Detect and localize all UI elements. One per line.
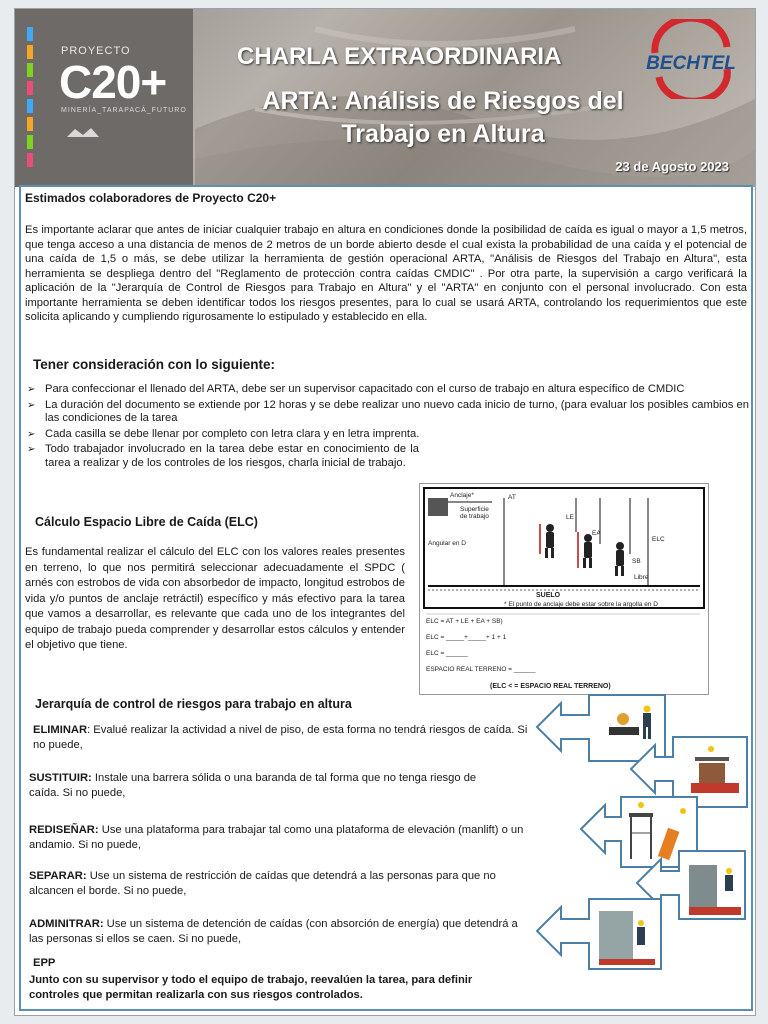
title-line-2: ARTA: Análisis de Riesgos del <box>262 87 624 115</box>
elc-heading: Cálculo Espacio Libre de Caída (ELC) <box>35 515 258 529</box>
title-line-3: Trabajo en Altura <box>341 120 545 148</box>
logo-small-text: PROYECTO <box>61 45 131 57</box>
project-logo <box>15 9 193 187</box>
ea-label: EA <box>592 530 601 537</box>
formula-line-1: ELC = AT + LE + EA + SB) <box>426 618 503 625</box>
step-label: ADMINITRAR: <box>29 918 104 930</box>
step-text: Instale una barrera sólida o una baranda de tal forma que no tenga riesgo de caída. Si no puede, <box>29 772 477 799</box>
angular-label: Angular en D <box>428 540 466 547</box>
considerations-heading: Tener consideración con lo siguiente: <box>33 357 276 372</box>
step-eliminar <box>33 723 531 753</box>
suelo-label: SUELO <box>536 592 561 599</box>
superficie-label: Superficie de trabajo <box>460 506 489 520</box>
step-text: Use un sistema de restricción de caídas que detendrá a las personas para que no alcancen el borde. Si no puede, <box>29 870 496 897</box>
list-item: ➢ Cada casilla se debe llenar por completo con letra clara y en letra imprenta. <box>27 428 749 442</box>
content-frame <box>19 185 753 1011</box>
le-label: LE <box>566 514 574 521</box>
formula-line-5: (ELC < = ESPACIO REAL TERRENO) <box>490 683 611 690</box>
considerations-list <box>27 383 749 472</box>
sb-label: SB <box>632 558 641 565</box>
step-sustituir <box>29 771 501 801</box>
step-text: : Evalué realizar la actividad a nivel de piso, de esta forma no tendrá riesgos de caída. Si no puede, <box>33 724 528 751</box>
step-label: SEPARAR: <box>29 870 87 882</box>
logo-tagline: MINERÍA_TARAPACÁ_FUTURO <box>61 107 187 114</box>
list-item: ➢ La duración del documento se extiende por 12 horas y se debe realizar uno nuevo cada inicio de turno, (para evaluar los posibles cambios en las condiciones de la tarea <box>27 399 749 426</box>
step-text: Use una plataforma para trabajar tal como una plataforma de elevación (manlift) o un andamio. Si no puede, <box>29 824 524 851</box>
step-separar <box>29 869 519 899</box>
at-label: AT <box>508 494 516 501</box>
title-block <box>223 85 663 151</box>
step-text: Use un sistema de detención de caídas (con absorción de energía) que detendrá a las personas si ellos se caen. Si no puede, <box>29 918 518 945</box>
anchor-note: * El punto de anclaje debe estar sobre la argolla en D <box>504 601 658 608</box>
epp-label: EPP <box>33 957 56 969</box>
step-label: SUSTITUIR: <box>29 772 92 784</box>
logo-big-text: C20+ <box>59 56 167 108</box>
title-line-1: CHARLA EXTRAORDINARIA <box>237 43 562 70</box>
libre-label: Libre <box>634 574 649 581</box>
bechtel-logo <box>635 19 747 99</box>
final-instruction: Junto con su supervisor y todo el equipo de trabajo, reevalúen la tarea, para definir controles que permitan realizarla con sus riesgos controlados. <box>29 974 473 1001</box>
list-item: ➢ Todo trabajador involucrado en la tarea debe estar en conocimiento de la tarea a realizar y de los controles de los riesgos, charla inicial de trabajo. <box>27 443 419 470</box>
intro-paragraph: Es importante aclarar que antes de iniciar cualquier trabajo en altura en condiciones donde la posibilidad de caída es igual o mayor a 1,5 metros, que tenga acceso a una distancia de menos de 2 metros de un borde abierto desde el cual exista la probabilidad de una caída y el potencial de una caída de 1,5 o más, se debe utilizar la herramienta de gestión operacional ARTA, "Análisis de Riesgos del Trabajo en Altura", esta herramienta se despliega dentro del "Reglamento de protección contra caídas CMDIC" . Por otra parte, la supervisión a cargo verificará la aplicación de la "Jerarquía de Control de Riesgos para Trabajo en Altura" y el "ARTA" en conjunto con el personal involucrado. Con esta importante herramienta se deben identificar todos los riesgos presentes, para lo cual se usará ARTA, controlando los requerimientos que este solicita aplicando y cumpliendo rigurosamente lo estipulado y establecido en ella. <box>25 224 747 323</box>
step-redisenar <box>29 823 529 853</box>
company-mini-logo <box>65 125 101 139</box>
date-text: 23 de Agosto 2023 <box>615 159 729 174</box>
step-adminitrar <box>29 917 519 947</box>
bechtel-logo-text: BECHTEL <box>646 53 736 74</box>
formula-line-4: ESPACIO REAL TERRENO = ______ <box>426 666 536 673</box>
bulletin-page <box>14 8 756 1016</box>
greeting-heading: Estimados colaboradores de Proyecto C20+ <box>25 191 277 205</box>
step-label: REDISEÑAR: <box>29 824 99 836</box>
formula-line-2: ELC = _____+_____+ 1 + 1 <box>426 634 507 641</box>
anclaje-label: Anclaje* <box>450 492 474 499</box>
step-label: ELIMINAR <box>33 724 88 736</box>
header-banner <box>15 9 755 187</box>
list-item: ➢ Para confeccionar el llenado del ARTA, debe ser un supervisor capacitado con el curso de trabajo en altura específico de CMDIC <box>27 383 749 397</box>
hierarchy-heading: Jerarquía de control de riesgos para trabajo en altura <box>35 697 352 711</box>
formula-line-3: ELC = ______ <box>426 650 468 657</box>
logo-color-stripes <box>27 27 33 175</box>
elc-paragraph: Es fundamental realizar el cálculo del ELC con los valores reales presentes en terreno, lo que nos permitirá seleccionar adecuadamente el SPDC ( arnés con estrobos de vida con absorbedor de impacto, longitud estrobos de vida y/o puntos de anclaje retráctil) específico y más efectivo para la tarea que vamos a desarrollar, es relevante que cada uno de los integrantes del equipo de trabajo pueda comprender y desarrollar estos cálculos y entender el objetivo que tiene. <box>25 546 405 651</box>
elc-diagram <box>419 483 709 695</box>
elc-label: ELC <box>652 536 665 543</box>
hierarchy-arrows-graphic <box>533 693 751 985</box>
